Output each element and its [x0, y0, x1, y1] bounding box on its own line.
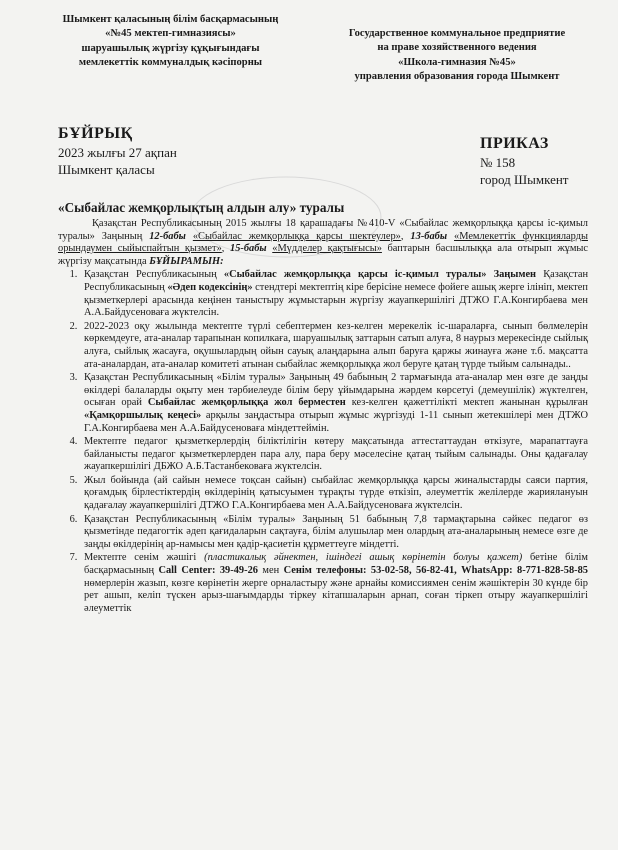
item-7-note: (пластикалық әйнектен, ішіндегі ашық көрінетін болуы қажет) [204, 552, 523, 564]
document-body [58, 218, 588, 616]
item-7-text-e: мен [257, 565, 284, 577]
intro-article-15-name: «Мүдделер қақтығысы» [272, 243, 382, 255]
item-7-call-center: Call Center: 39-49-26 [158, 565, 258, 577]
intro-paragraph [58, 218, 588, 268]
intro-text-1: Қазақстан Республикасының 2015 жылғы 18 қарашадағы №410-V «Сыбайлас жемқорлыққа қарсы іс-қимыл туралы» Заңының [58, 218, 588, 242]
item-3-text-e: арқылы заңдастыра отырып жұмыс жүргізуді 1-11 сынып жетекшілері мен ДТЖО Г.А.Конгирбаева мен А.А.Байдусеноваға міндеттеймін. [84, 409, 588, 434]
intro-article-15: 15-бабы [230, 243, 267, 255]
item-4-text: Мектепте педагог қызметкерлердің біліктілігін көтеру мақсатында аттестаттаудан өткізуге, марапаттауға байланысты педагог қызметкерлерден пара алу, пара беру мәселесіне қатаң тыйым салынады. Оны қадағалау жауапкершілігі ДБЖО А.Б.Тастанбековаға жүктелсін. [84, 436, 588, 473]
order-ru-number: № 158 [480, 155, 516, 170]
order-item-3 [80, 372, 588, 435]
item-1-text-a: Қазақстан Республикасының [84, 269, 224, 281]
order-ru-title: ПРИКАЗ [480, 135, 549, 152]
order-items-list [58, 269, 588, 615]
item-3-text-a: Қазақстан Республикасының «Білім туралы» Заңының 49 бабының 2 тармағында ата-аналар мен өзге де заңды өкілдері балаларды оқыту мен тәрбиелеуде білім беру ұйымдарына жәрдем көрсетуі (демеушілік) жүктелген, осыған орай [84, 372, 588, 409]
intro-sep-2: , [221, 243, 230, 255]
order-item-4 [80, 436, 588, 474]
item-1-law-name: «Сыбайлас жемқорлыққа қарсы іс-қимыл туралы» Заңымен [223, 269, 537, 281]
header-kazakh [38, 13, 303, 71]
order-item-5 [80, 475, 588, 513]
header-ru-line-3: «Школа-гимназия №45» [398, 56, 516, 68]
intro-article-12-name: «Сыбайлас жемқорлыққа қарсы шектеулер» [192, 230, 401, 242]
item-3-emphasis: Сыбайлас жемқорлыққа жол берместен [147, 397, 346, 409]
header-kz-line-2: «№45 мектеп-гимназиясы» [105, 28, 236, 40]
item-6-text: Қазақстан Республикасының «Білім туралы» Заңының 51 бабының 7,8 тармақтарына сәйкес педагог өз қызметінде педагогтік әдеп қағидаларын сақтауға, білім алушылар мен олардың ата-аналарының немесе өзге де заңды өкілдерінің ар-намысы мен қадір-қасиетін құрметтеуге міндетті. [84, 513, 588, 550]
order-item-7 [80, 552, 588, 615]
item-7-text-g: нөмерлерін жазып, көзге көрінетін жерге орналастыру және арнайы комиссиямен сенім жәшіктерін 30 күнде бір рет ашып, келіп түскен арыз-шағымдарды тіркеу кітапшаларын арнап, соған тіркеп отыру жауапкершілігі әлеуметтік [84, 577, 588, 614]
intro-article-12: 12-бабы [149, 230, 186, 242]
header-ru-line-2: на праве хозяйственного ведения [377, 42, 537, 54]
item-3-council: «Қамқоршылық кеңесі» [84, 409, 202, 421]
order-kz-city: Шымкент қаласы [58, 162, 155, 177]
header-ru-line-4: управления образования города Шымкент [354, 71, 560, 83]
document-title: «Сыбайлас жемқорлықтың алдын алу» туралы [58, 200, 345, 215]
item-3-text-c: кез-келген қажеттілікті мектеп жанынан құрылған [345, 397, 588, 409]
header-kz-line-4: мемлекеттік коммуналдық кәсіпорны [78, 57, 263, 69]
intro-text-2: баптарын басшылыққа ала отырып жұмыс жүргізу мақсатында [58, 243, 588, 267]
order-kz-date: 2023 жылғы 27 ақпан [58, 145, 177, 160]
order-ru-block [480, 134, 568, 188]
order-kz-title: БҰЙРЫҚ [58, 125, 133, 142]
intro-article-13-name: «Мемлекеттік функцияларды орындаумен сыйыспайтын қызмет» [58, 230, 588, 255]
order-item-2 [80, 321, 588, 371]
item-5-text: Жыл бойында (ай сайын немесе тоқсан сайын) сыбайлас жемқорлыққа қарсы жиналыстарды саяси партия, қоғамдық бірлестіктердің өкілдерінің қатысуымен тұрақты түрде өткізіп, әлеуметтік желілерде жариялануын қадағалау жауапкершілігі ДТЖО Г.А.Конгирбаева мен А.А.Байдусеноваға жүктелсін. [84, 474, 588, 512]
intro-article-13: 13-бабы [410, 230, 448, 242]
order-item-6 [80, 514, 588, 552]
order-ru-city: город Шымкент [480, 172, 569, 187]
item-1-ethics-code: «Әдеп кодексінің» [167, 281, 253, 293]
intro-sep-1: , [400, 230, 411, 242]
header-kz-line-3: шаруашылық жүргізу құқығындағы [81, 42, 260, 54]
header-kz-line-1: Шымкент қаласының білім басқармасының [62, 14, 279, 25]
item-1-text-e: стендтері мектептің кіре берісіне немесе фойеге ашық жерге ілініп, мектеп қызметкерлері арасында кеңінен таныстыру жұмыстарын жүргізу жауапкершілігі ДТЖО Г.А.Конгирбаева мен А.А.Байдусеноваға жүктелсін. [84, 281, 588, 319]
header-ru-line-1: Государственное коммунальное предприятие [348, 28, 566, 39]
item-7-text-c: бетіне білім басқармасының [84, 552, 588, 577]
order-kz-block [58, 124, 177, 178]
header-russian [326, 27, 588, 85]
item-7-text-a: Мектепте сенім жәшігі [84, 552, 205, 564]
item-7-phones: Сенім телефоны: 53-02-58, 56-82-41, WhatsApp: 8-771-828-58-85 [283, 565, 588, 577]
item-2-text: 2022-2023 оқу жылында мектепте түрлі себептермен кез-келген мерекелік іс-шараларға, сынып бөлмелерін көркемдеуге, ата-аналар тарапынан копилкаға, шаруашылық заттарын сатып алуға, 8 наурыз мерекесінде сыйлық алуға, сыйлық жасауға, оқушылардың ойын сауық алаңдарына алып баруға қаржы жинауға және т.б. мақсатта ата-аналардан, ата-аналар комитеті атынан сыбайлас жемқорлыққа жол беруге қатаң түрде тыйым салынады.. [84, 320, 588, 370]
order-item-1 [80, 269, 588, 319]
order-word: БҰЙЫРАМЫН: [149, 255, 224, 267]
item-1-text-c: Қазақстан Республикасының [84, 269, 589, 293]
